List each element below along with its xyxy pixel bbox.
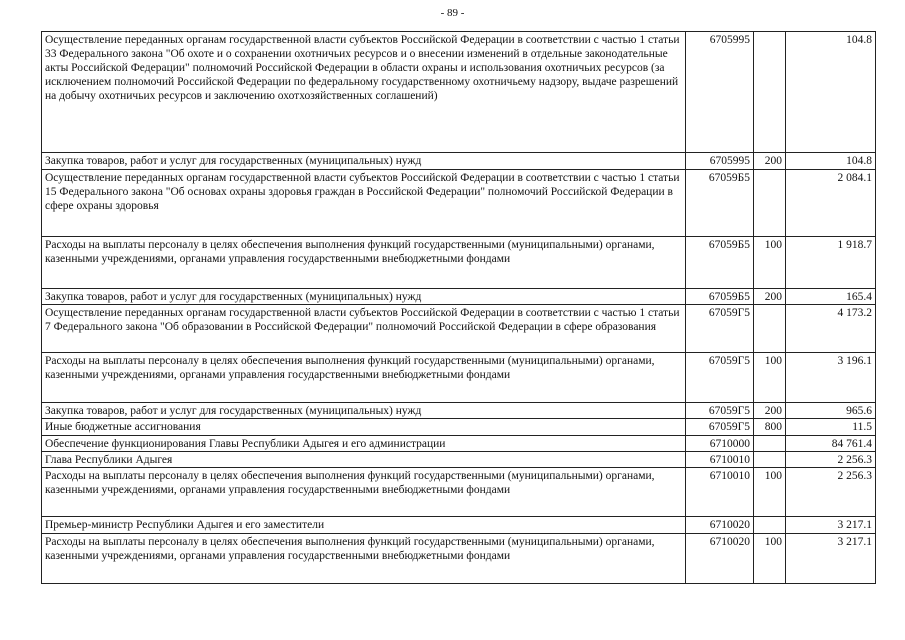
row-code: 67059Г5 (686, 403, 754, 419)
table-row (42, 436, 876, 452)
row-expense-type: 800 (754, 419, 786, 436)
table-row (42, 403, 876, 419)
row-name: Закупка товаров, работ и услуг для государственных (муниципальных) нужд (42, 403, 686, 419)
row-amount: 3 196.1 (786, 353, 876, 403)
page-number: - 89 - (440, 7, 465, 19)
row-code: 6705995 (686, 153, 754, 170)
table-row (42, 32, 876, 153)
row-name: Иные бюджетные ассигнования (42, 419, 686, 436)
row-code: 6705995 (686, 32, 754, 153)
row-name: Расходы на выплаты персоналу в целях обеспечения выполнения функций государственными (муниципальными) органами, казенными учреждениями, органами управления государственными внебюджетными фондами (42, 534, 686, 584)
table-row (42, 517, 876, 534)
row-expense-type: 200 (754, 289, 786, 305)
row-code: 67059Б5 (686, 170, 754, 237)
row-amount: 3 217.1 (786, 534, 876, 584)
row-expense-type (754, 517, 786, 534)
row-name: Закупка товаров, работ и услуг для государственных (муниципальных) нужд (42, 153, 686, 170)
row-name: Расходы на выплаты персоналу в целях обеспечения выполнения функций государственными (муниципальными) органами, казенными учреждениями, органами управления государственными внебюджетными фондами (42, 353, 686, 403)
table-row (42, 468, 876, 517)
row-code: 67059Б5 (686, 289, 754, 305)
budget-table (41, 31, 876, 584)
row-expense-type: 100 (754, 237, 786, 289)
row-amount: 104.8 (786, 32, 876, 153)
table-row (42, 305, 876, 353)
table-row (42, 170, 876, 237)
row-expense-type: 100 (754, 353, 786, 403)
row-expense-type: 200 (754, 403, 786, 419)
row-name: Расходы на выплаты персоналу в целях обеспечения выполнения функций государственными (муниципальными) органами, казенными учреждениями, органами управления государственными внебюджетными фондами (42, 468, 686, 517)
row-amount: 2 256.3 (786, 468, 876, 517)
row-amount: 84 761.4 (786, 436, 876, 452)
row-amount: 4 173.2 (786, 305, 876, 353)
row-name: Расходы на выплаты персоналу в целях обеспечения выполнения функций государственными (муниципальными) органами, казенными учреждениями, органами управления государственными внебюджетными фондами (42, 237, 686, 289)
row-amount: 3 217.1 (786, 517, 876, 534)
row-code: 6710020 (686, 517, 754, 534)
table-row (42, 534, 876, 584)
row-amount: 104.8 (786, 153, 876, 170)
row-code: 67059Б5 (686, 237, 754, 289)
table-row (42, 153, 876, 170)
row-expense-type: 200 (754, 153, 786, 170)
row-expense-type (754, 436, 786, 452)
row-amount: 2 256.3 (786, 452, 876, 468)
row-code: 6710010 (686, 452, 754, 468)
row-expense-type (754, 452, 786, 468)
row-amount: 2 084.1 (786, 170, 876, 237)
row-name: Осуществление переданных органам государственной власти субъектов Российской Федерации в соответствии с частью 1 статьи 15 Федерального закона "Об основах охраны здоровья граждан в Российской Федерации" полномочий Российской Федерации в сфере охраны здоровья (42, 170, 686, 237)
table-row (42, 237, 876, 289)
row-expense-type: 100 (754, 534, 786, 584)
row-amount: 11.5 (786, 419, 876, 436)
row-name: Обеспечение функционирования Главы Республики Адыгея и его администрации (42, 436, 686, 452)
row-name: Премьер-министр Республики Адыгея и его заместители (42, 517, 686, 534)
row-code: 6710000 (686, 436, 754, 452)
row-amount: 1 918.7 (786, 237, 876, 289)
row-code: 67059Г5 (686, 419, 754, 436)
row-name: Осуществление переданных органам государственной власти субъектов Российской Федерации в соответствии с частью 1 статьи 33 Федерального закона "Об охоте и о сохранении охотничьих ресурсов и о внесении изменений в отдельные законодательные акты Российской Федерации" полномочий Российской Федерации в области охраны и использования охотничьих ресурсов (за исключением полномочий Российской Федерации по федеральному государственному охотничьему надзору, выдаче разрешений на добычу охотничьих ресурсов и заключению охотхозяйственных соглашений) (42, 32, 686, 153)
row-expense-type (754, 170, 786, 237)
row-code: 6710020 (686, 534, 754, 584)
row-name: Глава Республики Адыгея (42, 452, 686, 468)
row-code: 67059Г5 (686, 353, 754, 403)
row-name: Закупка товаров, работ и услуг для государственных (муниципальных) нужд (42, 289, 686, 305)
row-code: 6710010 (686, 468, 754, 517)
row-amount: 965.6 (786, 403, 876, 419)
table-row (42, 353, 876, 403)
row-amount: 165.4 (786, 289, 876, 305)
row-expense-type: 100 (754, 468, 786, 517)
table-row (42, 419, 876, 436)
table-row (42, 289, 876, 305)
row-code: 67059Г5 (686, 305, 754, 353)
row-expense-type (754, 32, 786, 153)
row-expense-type (754, 305, 786, 353)
table-row (42, 452, 876, 468)
row-name: Осуществление переданных органам государственной власти субъектов Российской Федерации в соответствии с частью 1 статьи 7 Федерального закона "Об образовании в Российской Федерации" полномочий Российской Федерации в сфере образования (42, 305, 686, 353)
